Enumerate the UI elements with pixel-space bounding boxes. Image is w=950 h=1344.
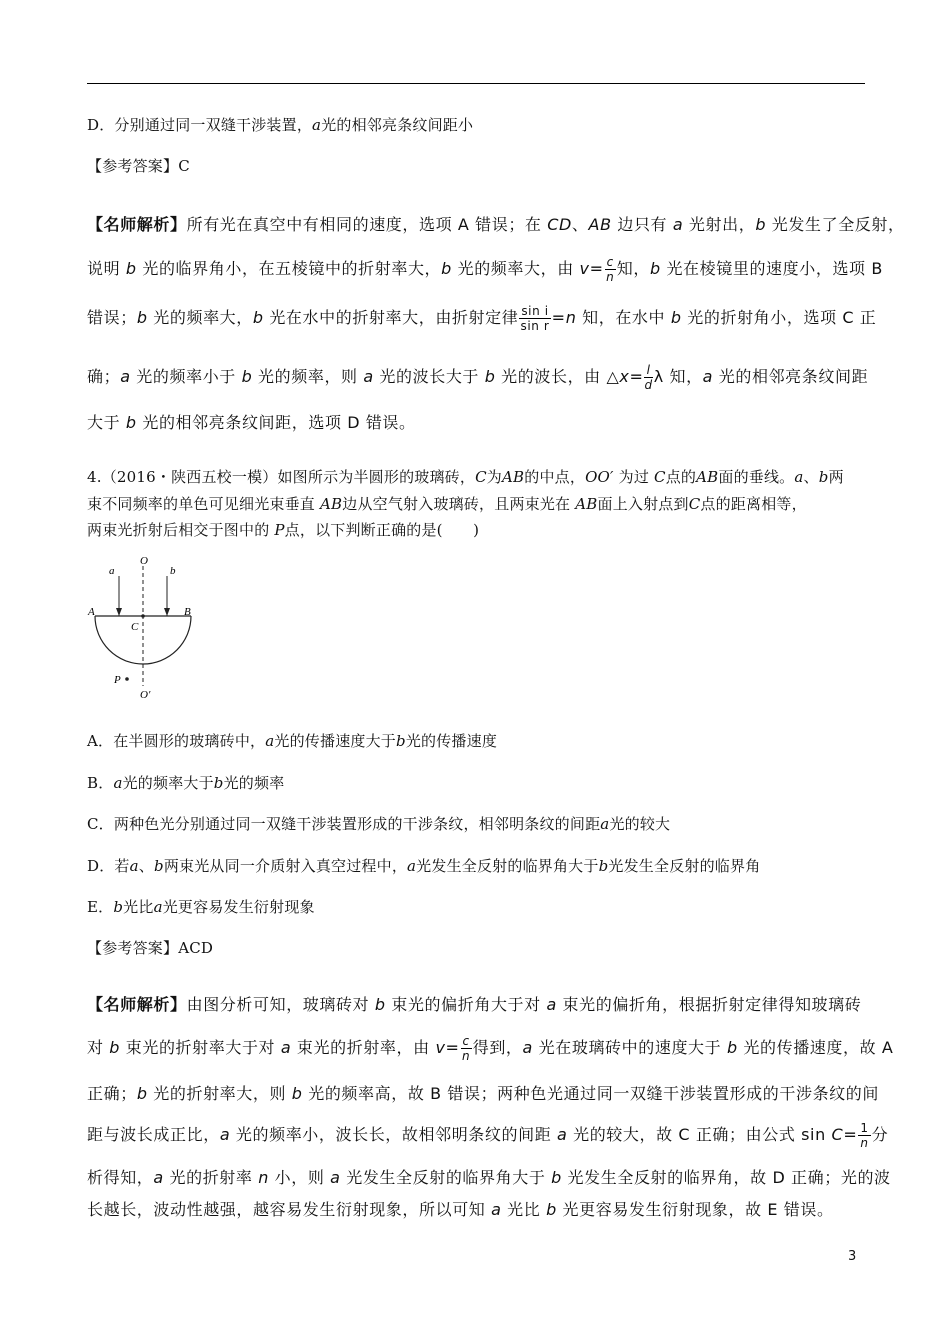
q4-explanation-line-2: 对 b 束光的折射率大于对 a 束光的折射率，由 v= $\frac{c}{n}$ 得到，a 光在玻璃砖中的速度大于 b 光的传播速度，故 A bbox=[87, 1034, 894, 1063]
q4-explanation-line-3: 正确；b 光的折射率大，则 b 光的频率高，故 B 错误；两种色光通过同一双缝干涉装置形成的干涉条纹的间 bbox=[87, 1084, 879, 1103]
q4-stem-line-2: 束不同频率的单色可见细光束垂直 AB边从空气射入玻璃砖，且两束光在 AB面上入射点到C点的距离相等， bbox=[87, 495, 807, 513]
point-b-label: B bbox=[184, 606, 191, 618]
point-a-label: A bbox=[88, 606, 95, 618]
q4-explanation-line-5: 析得知，a 光的折射率 n 小，则 a 光发生全反射的临界角大于 b 光发生全反射的临界角，故 D 正确；光的波 bbox=[87, 1168, 891, 1187]
q4-stem-line-1: 4.（2016・陕西五校一模）如图所示为半圆形的玻璃砖，C为AB的中点，OO′ 为过 C点的AB面的垂线。a、b两 bbox=[87, 468, 844, 486]
q4-explanation-line-1: 【名师解析】由图分析可知，玻璃砖对 b 束光的偏折角大于对 a 束光的偏折角，根据折射定律得知玻璃砖 bbox=[87, 995, 862, 1014]
fraction-1-over-n: $\frac{1}{n}$ bbox=[860, 1121, 869, 1150]
q3-explanation-line-5: 大于 b 光的相邻亮条纹间距，选项 D 错误。 bbox=[87, 413, 416, 432]
q3-option-d: D．分别通过同一双缝干涉装置，a光的相邻亮条纹间距小 bbox=[87, 116, 474, 134]
q4-explanation-line-4: 距与波长成正比，a 光的频率小，波长长，故相邻明条纹的间距 a 光的较大，故 C 正确；由公式 sin C= $\frac{1}{n}$ 分 bbox=[87, 1121, 889, 1150]
q4-option-d: D．若a、b两束光从同一介质射入真空过程中，a光发生全反射的临界角大于b光发生全反射的临界角 bbox=[87, 857, 761, 875]
q3-explanation-line-1: 【名师解析】所有光在真空中有相同的速度，选项 A 错误；在 CD、AB 边只有 a 光射出，b 光发生了全反射， bbox=[87, 215, 905, 234]
ray-b-label: b bbox=[170, 565, 176, 577]
q3-answer: 【参考答案】C bbox=[87, 157, 190, 175]
fraction-c-over-n-2: $\frac{c}{n}$ bbox=[462, 1034, 471, 1063]
point-p-dot bbox=[125, 677, 129, 681]
q4-option-c: C．两种色光分别通过同一双缝干涉装置形成的干涉条纹，相邻明条纹的间距a光的较大 bbox=[87, 815, 671, 833]
ray-b-arrow bbox=[164, 608, 170, 616]
q4-stem-line-3: 两束光折射后相交于图中的 P点，以下判断正确的是( ) bbox=[87, 521, 480, 539]
point-c-label: C bbox=[131, 621, 139, 633]
fraction-l-over-d: $\frac{l}{d}$ bbox=[644, 363, 653, 392]
ray-a-label: a bbox=[109, 565, 115, 577]
header-rule bbox=[87, 83, 865, 84]
q3-explanation-line-2: 说明 b 光的临界角小，在五棱镜中的折射率大，b 光的频率大，由 v= $\frac{c}{n}$ 知，b 光在棱镜里的速度小，选项 B bbox=[87, 255, 883, 284]
fraction-sin-i-over-sin-r: $\frac{\text{sin i}}{\text{sin r}}$ bbox=[520, 304, 550, 333]
fraction-c-over-n: $\frac{c}{n}$ bbox=[606, 255, 615, 284]
top-o-label: O bbox=[140, 555, 148, 567]
q4-option-b: B．a光的频率大于b光的频率 bbox=[87, 774, 285, 792]
q3-explanation-line-3: 错误；b 光的频率大，b 光在水中的折射率大，由折射定律 $\frac{\text{sin i}}{\text{sin r}}$ =n 知，在水中 b 光的折射角小，选项 C 正 bbox=[87, 304, 877, 333]
q4-answer: 【参考答案】ACD bbox=[87, 939, 214, 957]
ray-a-arrow bbox=[116, 608, 122, 616]
bottom-o-label: O′ bbox=[140, 689, 151, 700]
point-c-dot bbox=[141, 614, 145, 618]
q4-option-e: E．b光比a光更容易发生衍射现象 bbox=[87, 898, 315, 916]
point-p-label: P bbox=[114, 674, 121, 686]
page-number: 3 bbox=[848, 1249, 857, 1264]
q4-option-a: A．在半圆形的玻璃砖中，a光的传播速度大于b光的传播速度 bbox=[87, 732, 498, 750]
semicircle-glass-diagram bbox=[85, 554, 205, 700]
q3-explanation-line-4: 确；a 光的频率小于 b 光的频率，则 a 光的波长大于 b 光的波长，由 △x= $\frac{l}{d}$ λ 知，a 光的相邻亮条纹间距 bbox=[87, 363, 869, 392]
q4-explanation-line-6: 长越长，波动性越强，越容易发生衍射现象，所以可知 a 光比 b 光更容易发生衍射现象，故 E 错误。 bbox=[87, 1200, 834, 1219]
